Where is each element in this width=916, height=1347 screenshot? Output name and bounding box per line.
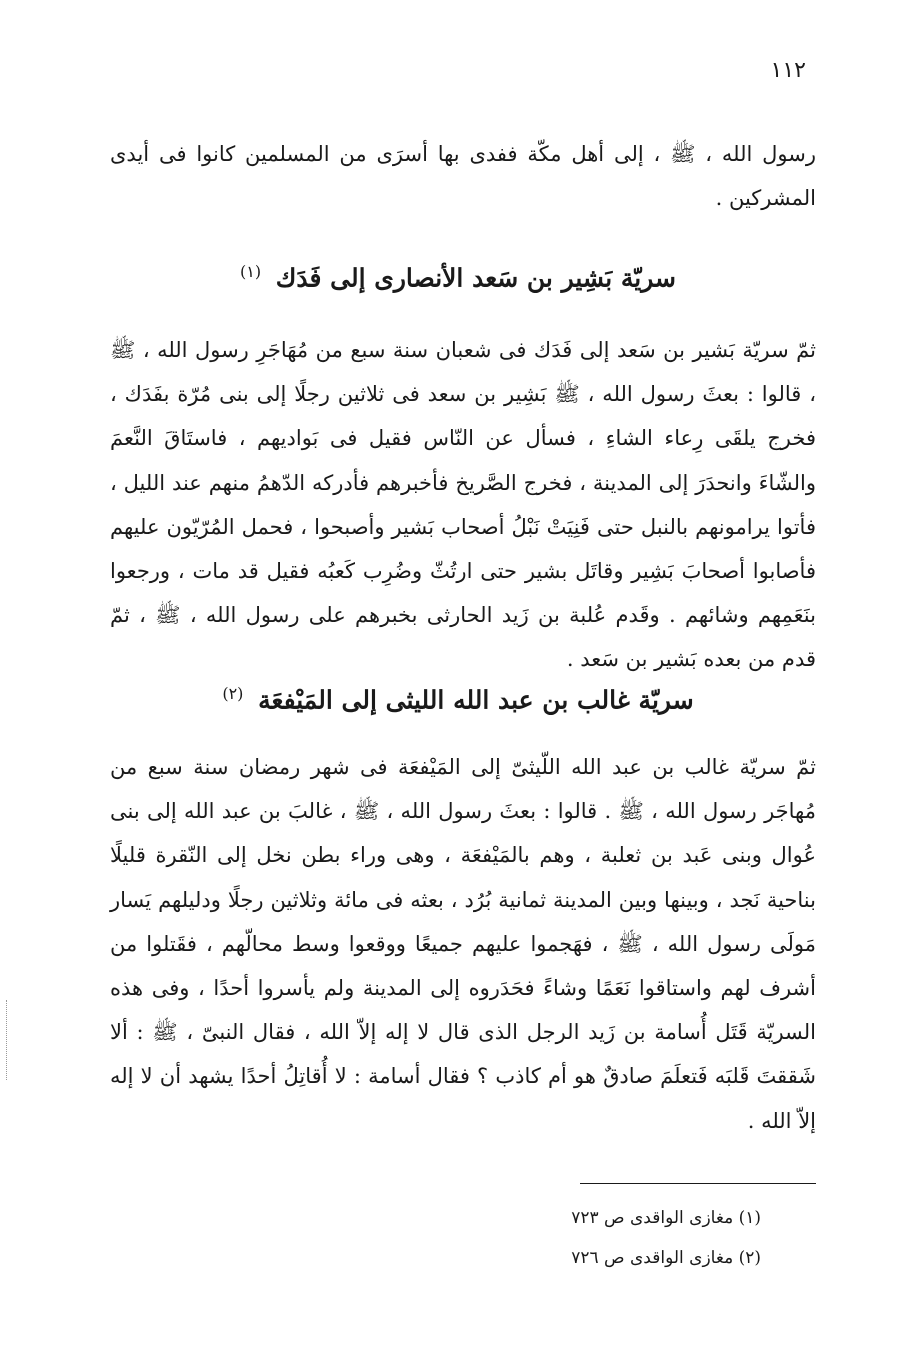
page-number: ١١٢ — [770, 58, 806, 83]
section-heading-1 — [0, 262, 916, 292]
section-heading-2-text: سريّة غالب بن عبد الله الليثى إلى المَيْفعَة — [258, 685, 694, 715]
footnote-2: (٢) مغازى الواقدى ص ٧٢٦ — [571, 1248, 761, 1268]
footnote-1: (١) مغازى الواقدى ص ٧٢٣ — [571, 1208, 761, 1228]
footnote-divider — [580, 1183, 816, 1184]
section-1-body: ثمّ سريّة بَشير بن سَعد إلى فَدَك فى شعبان سنة سبع من مُهَاجَرِ رسول الله ، ﷺ ، قالوا : بعثَ رسول الله ، ﷺ بَشِير بن سعد فى ثلاثين رجلًا إلى بنى مُرّة بفَدَك ، فخرج يلقَى رِعاء الشاءِ ، فسأل عن النّاس فقيل فى بَواديهم ، فاستَاقَ النَّعمَ والشّاءَ وانحدَرَ إلى المدينة ، فخرج الصَّريخ فأخبرهم فأدركه الدّهمُ منهم عند الليل ، فأتوا يرامونهم بالنبل حتى فَنِيَتْ نَبْلُ أصحاب بَشير وأصبحوا ، فحمل المُرّيّون عليهم فأصابوا أصحابَ بَشِير وقاتَل بشير حتى ارتُثّ وضُرِب كَعبُه فقيل قد مات ، ورجعوا بنَعَمِهم وشائهم . وقَدم عُلبة بن زَيد الحارثى بخبرهم على رسول الله ، ﷺ ، ثمّ قدم من بعده بَشير بن سَعد . — [110, 338, 816, 672]
margin-mark — [6, 1000, 9, 1080]
section-heading-2 — [0, 684, 916, 714]
section-2-body: ثمّ سريّة غالب بن عبد الله اللّيثىّ إلى المَيْفعَة فى شهر رمضان سنة سبع من مُهاجَر رسول الله ، ﷺ . قالوا : بعثَ رسول الله ، ﷺ ، غالبَ بن عبد الله إلى بنى عُوال وبنى عَبد بن ثعلبة ، وهم بالمَيْفعَة ، وهى وراء بطن نخل إلى النّقرة قليلًا بناحية نَجد ، وبينها وبين المدينة ثمانية بُرُد ، بعثه فى مائة وثلاثين رجلًا ودليلهم يَسار مَولَى رسول الله ، ﷺ ، فهَجموا عليهم جميعًا ووقعوا وسط محالّهم ، فقَتلوا من أشرف لهم واستاقوا نَعَمًا وشاءً فحَدَروه إلى المدينة ولم يأسروا أحدًا ، وفى هذه السريّة قَتَل أُسامة بن زَيد الرجل الذى قال لا إله إلاّ الله ، فقال النبىّ ، ﷺ : ألا شَققتَ قَلبَه فَتعلَمَ صادقٌ هو أم كاذب ؟ فقال أسامة : لا أُقاتِلُ أحدًا يشهد أن لا إله إلاّ الله . — [110, 755, 816, 1133]
footnote-ref-2: (٢) — [222, 684, 244, 703]
footnote-ref-1: (١) — [239, 262, 262, 281]
paragraph-continuation: رسول الله ، ﷺ ، إلى أهل مكّة ففدى بها أسرَى من المسلمين كانوا فى أيدى المشركين . — [110, 142, 816, 211]
section-heading-1-text: سريّة بَشِير بن سَعد الأنصارى إلى فَدَك — [275, 263, 677, 293]
